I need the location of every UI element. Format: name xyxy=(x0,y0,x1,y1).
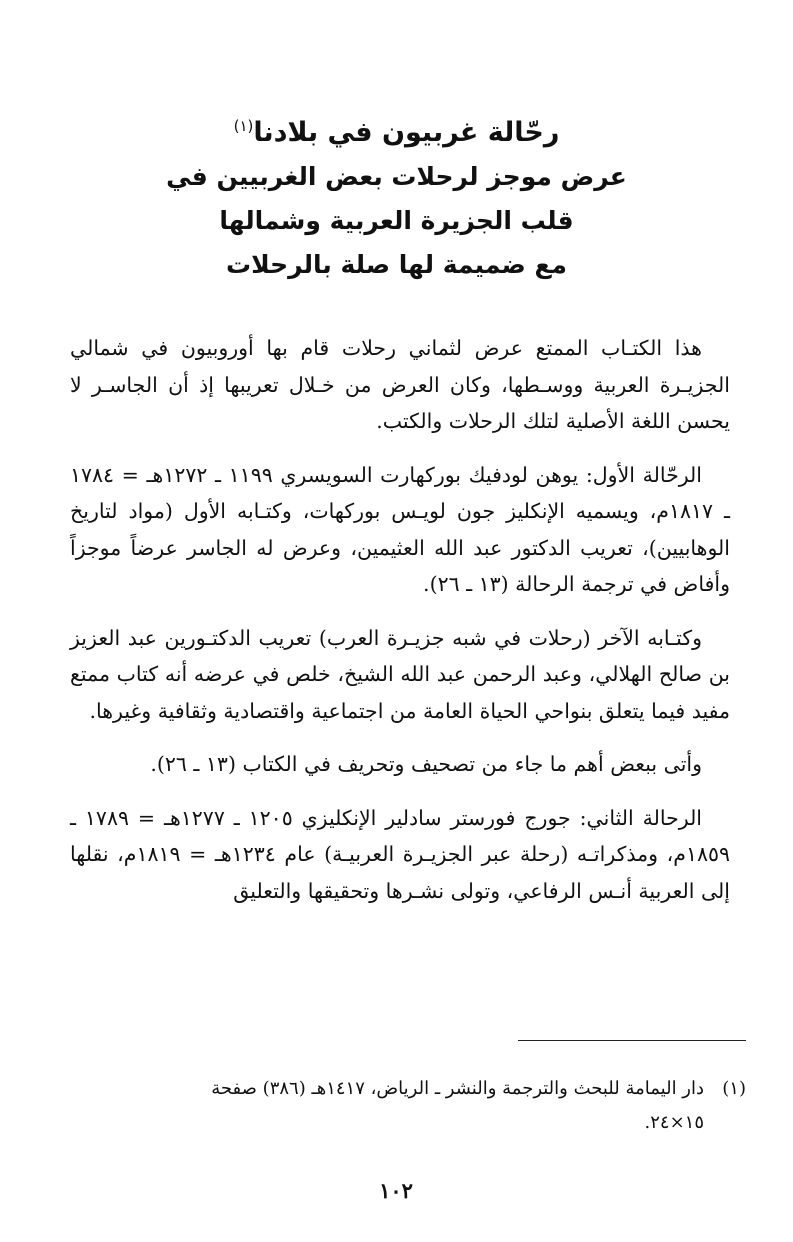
page-number: ١٠٢ xyxy=(379,1178,413,1203)
footnote-text-1: دار اليمامة للبحث والترجمة والنشر ـ الرياض، ١٤١٧هـ (٣٨٦) صفحة xyxy=(211,1078,704,1099)
paragraph-first-traveler: الرحّالة الأول: يوهن لودفيك بوركهارت السويسري ١١٩٩ ـ ١٢٧٢هـ = ١٧٨٤ ـ ١٨١٧م، ويسميه الإنكليز جون لويـس بوركهات، وكتـابه الأول (مواد لتاريخ الوهابيين)، تعريب الدكتور عبد الله العثيمين، وعرض له الجاسر عرضاً موجزاً وأفاض في ترجمة الرحالة (١٣ ـ ٢٦). xyxy=(70,462,730,596)
chapter-subtitle-line-1: عرض موجز لرحلات بعض الغربيين في xyxy=(166,162,627,191)
chapter-heading xyxy=(150,104,643,287)
paragraph-second-book: وكتـابه الآخر (رحلات في شبه جزيـرة العرب) تعريب الدكتـورين عبد العزيز بن صالح الهلالي، وعبد الرحمن عبد الله الشيخ، خلص في عرضه أنه كتاب ممتع مفيد فيما يتعلق بنواحي الحياة العامة من اجتماعية واقتصادية وثقافية وغيرها. xyxy=(70,625,730,723)
footnote-divider xyxy=(518,1040,746,1041)
chapter-subtitle-line-2: قلب الجزيرة العربية وشمالها xyxy=(219,206,574,235)
paragraph-second-traveler: الرحالة الثاني: جورج فورستر سادلير الإنكليزي ١٢٠٥ ـ ١٢٧٧هـ = ١٧٨٩ ـ ١٨٥٩م، ومذكراتـه (رحلة عبر الجزيـرة العربيـة) عام ١٢٣٤هـ = ١٨١٩م، نقلها إلى العربية أنـس الرفاعي، وتولى نشـرها وتحقيقها والتعليق xyxy=(70,805,730,903)
footnote-line-1 xyxy=(211,1078,746,1099)
footnote xyxy=(70,1072,746,1140)
paragraph-corrections: وأتى ببعض أهم ما جاء من تصحيف وتحريف في الكتاب (١٣ ـ ٢٦). xyxy=(150,752,702,776)
chapter-title xyxy=(150,104,643,155)
footnote-reference: (١) xyxy=(233,117,254,135)
body-text xyxy=(70,330,730,926)
paragraph-intro: هذا الكتـاب الممتع عرض لثماني رحلات قام بها أوروبيون في شمالي الجزيـرة العربية ووسـطها، وكان العرض من خـلال تعريبها إذ أن الجاسـر لا يحسن اللغة الأصلية لتلك الرحلات والكتب. xyxy=(70,336,730,433)
chapter-subtitle-line-3: مع ضميمة لها صلة بالرحلات xyxy=(225,250,568,279)
footnote-marker: (١) xyxy=(722,1078,746,1099)
footnote-text-2: ١٥×٢٤. xyxy=(644,1112,704,1133)
chapter-title-text: رحّالة غربيون في بلادنا xyxy=(253,117,560,148)
